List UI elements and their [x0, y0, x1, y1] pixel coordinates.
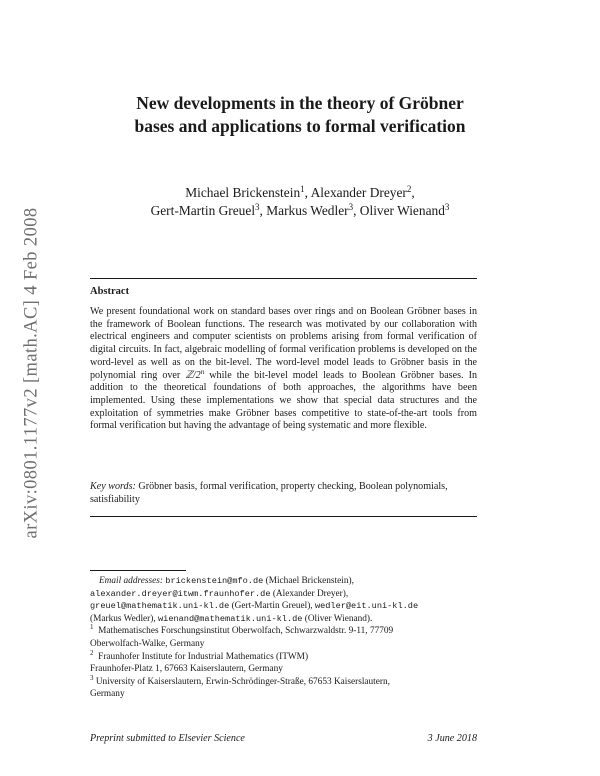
- email-address[interactable]: wedler@eit.uni-kl.de: [314, 601, 419, 612]
- abstract-top-rule: [90, 278, 477, 279]
- abstract-text: We present foundational work on standard bases over rings and on Boolean Gröbner bases in the framework of Boolean functions. The research was motivated by our collaboration with electrical engineers and computer scientists on problems arising from formal verification of digital circuits. In fact, algebraic modelling of formal verification problems is developed on the word-level as well as on the bit-level. The word-level model leads to Gröbner basis in the polynomial ring over ℤ/2$^n$ while the bit-level model leads to Boolean Gröbner bases. In addition to the theoretical foundations of both approaches, the algorithms have been implemented. Using these implementations we show that special data structures and the exploitation of symmetries make Gröbner bases competitive to state-of-the-art tools from formal verification but having the advantage of being systematic and more flexible.: [90, 306, 477, 432]
- affiliation-mark: 3: [348, 202, 354, 212]
- affiliation-2: $^2$ Fraunhofer Institute for Industrial Mathematics (ITWM): [90, 648, 309, 662]
- email-line-4: (Markus Wedler), wienand@mathematik.uni-kl.de (Oliver Wienand).: [90, 613, 373, 624]
- date: 3 June 2018: [427, 733, 477, 744]
- email-line-1: Email addresses: brickenstein@mfo.de (Michael Brickenstein),: [99, 576, 354, 586]
- abstract-heading: Abstract: [90, 286, 130, 297]
- footnotes: Email addresses: brickenstein@mfo.de (Michael Brickenstein), alexander.dreyer@itwm.fraunhofer.de (Alexander Dreyer), greuel@mathematik.uni-kl.de (Gert-Martin Greuel), wedler@eit.uni-kl.de (Markus Wedler), wienand@mathematik.uni-kl.de (Oliver Wienand). $^1$ Mathematisches Forschungsinstitut Oberwolfach, Schwarzwaldstr. 9-11, 77709 Oberwolfach-Walke, Germany $^2$ Fraunhofer Institute for Industrial Mathematics (ITWM) Fraunhofer-Platz 1, 67663 Kaiserslautern, Germany $^3$ University of Kaiserslautern, Erwin-Schrödinger-Straße, 67653 Kaiserslautern, Germany: [90, 575, 477, 701]
- email-line-2: alexander.dreyer@itwm.fraunhofer.de (Alexander Dreyer),: [90, 588, 349, 599]
- affiliation-3: $^3$ University of Kaiserslautern, Erwin-Schrödinger-Straße, 67653 Kaiserslautern,: [90, 673, 390, 687]
- title-line-2: bases and applications to formal verification: [134, 116, 466, 136]
- arxiv-sidebar-stamp: [22, 186, 42, 560]
- affiliation-mark: 3: [444, 202, 450, 212]
- email-address[interactable]: brickenstein@mfo.de: [165, 576, 264, 586]
- keywords-label: Key words:: [90, 481, 136, 492]
- preprint-note: Preprint submitted to Elsevier Science: [90, 733, 245, 744]
- affiliation-mark: 2: [406, 184, 412, 194]
- affiliation-1: $^1$ Mathematisches Forschungsinstitut Oberwolfach, Schwarzwaldstr. 9-11, 77709: [90, 623, 394, 637]
- footnote-rule: [90, 570, 186, 571]
- author-line-2: Gert-Martin Greuel$^3$, Markus Wedler$^3$, Oliver Wienand$^3$: [150, 202, 450, 218]
- author-name: Oliver Wienand: [359, 203, 445, 218]
- math-expression: ℤ/2$^n$: [185, 367, 205, 381]
- email-address[interactable]: wienand@mathematik.uni-kl.de: [158, 613, 303, 624]
- author-name: Markus Wedler: [266, 203, 349, 218]
- email-label: Email addresses:: [99, 576, 163, 586]
- email-line-3: greuel@mathematik.uni-kl.de (Gert-Martin Greuel), wedler@eit.uni-kl.de: [90, 601, 419, 612]
- affiliation-mark: 2: [90, 648, 94, 657]
- affiliation-mark: 3: [255, 202, 260, 212]
- email-address[interactable]: greuel@mathematik.uni-kl.de: [90, 601, 230, 612]
- author-name: Michael Brickenstein: [185, 185, 301, 200]
- author-name: Gert-Martin Greuel: [150, 203, 256, 218]
- author-line-1: Michael Brickenstein$^1$, Alexander Dreyer$^2$,: [185, 184, 415, 200]
- arxiv-identifier: arXiv:0801.1177v2 [math.AC] 4 Feb 2008: [21, 207, 42, 539]
- title-line-1: New developments in the theory of Gröbner: [136, 93, 464, 113]
- affiliation-mark: 1: [300, 184, 305, 194]
- author-list: [90, 184, 510, 220]
- affiliation-mark: 1: [90, 623, 94, 632]
- paper-title: [90, 92, 510, 138]
- author-name: Alexander Dreyer: [310, 185, 407, 200]
- page-footer: [90, 733, 477, 744]
- abstract-bottom-rule: [90, 516, 477, 517]
- keywords: [90, 480, 477, 506]
- keywords-text: Gröbner basis, formal verification, property checking, Boolean polynomials, satisfiability: [90, 481, 448, 505]
- affiliation-mark: 3: [90, 673, 94, 682]
- email-address[interactable]: alexander.dreyer@itwm.fraunhofer.de: [90, 588, 271, 599]
